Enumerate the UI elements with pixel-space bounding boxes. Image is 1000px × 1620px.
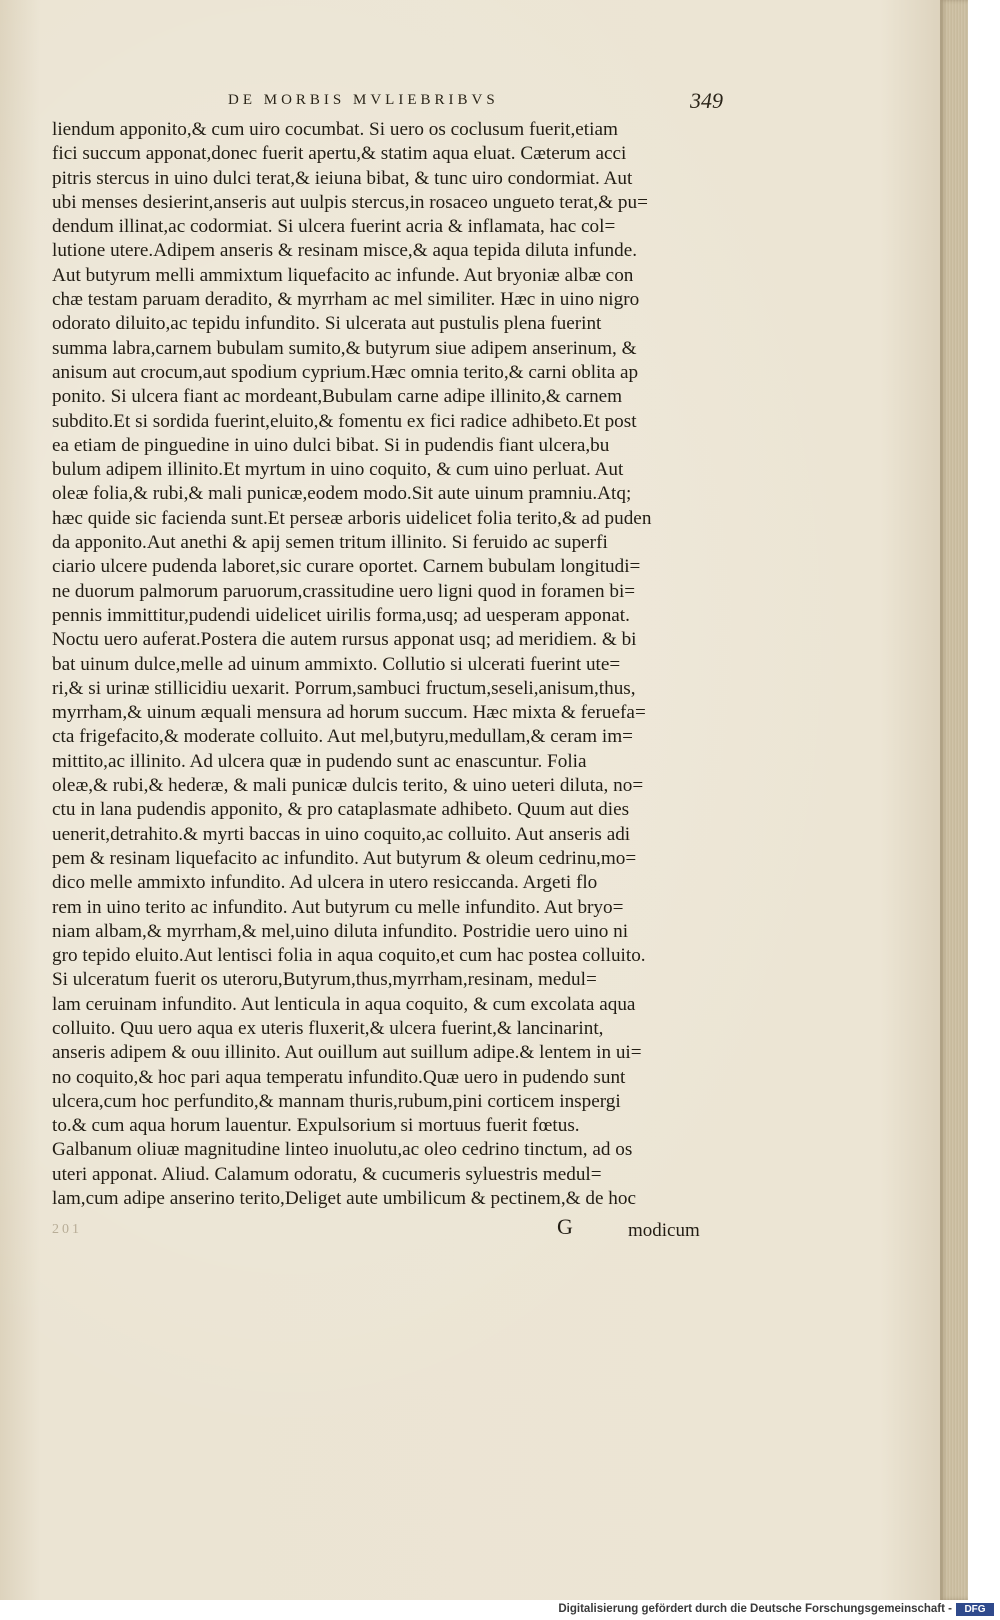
text-line: summa labra,carnem bubulam sumito,& butyrum siue adipem anserinum, & [52,337,637,359]
text-line: gro tepido eluito.Aut lentisci folia in aqua coquito,et cum hac postea colluito. [52,945,646,967]
text-line: ponito. Si ulcera fiant ac mordeant,Bubulam carne adipe illinito,& carnem [52,386,623,408]
text-line: anseris adipem & ouu illinito. Aut ouillum aut suillum adipe.& lentem in ui= [52,1042,642,1064]
text-line: hæc quide sic facienda sunt.Et perseæ arboris uidelicet folia terito,& ad puden [52,507,652,529]
text-line: rem in uino terito ac infundito. Aut butyrum cu melle infundito. Aut bryo= [52,896,624,918]
footer-bar [0,1600,1000,1620]
text-line: pem & resinam liquefacito ac infundito. Aut butyrum & oleum cedrinu,mo= [52,847,637,869]
text-line: uenerit,detrahito.& myrti baccas in uino coquito,ac colluito. Aut anseris adi [52,823,631,845]
text-line: bat uinum dulce,melle ad uinum ammixto. Collutio si ulcerati fuerint ute= [52,653,621,675]
signature-mark: G [557,1214,573,1239]
footer-credit: Digitalisierung gefördert durch die Deutsche Forschungsgemeinschaft - [558,1603,952,1615]
text-line: mittito,ac illinito. Ad ulcera quæ in pudendo sunt ac enascuntur. Folia [52,750,587,772]
text-line: ubi menses desierint,anseris aut uulpis stercus,in rosaceo ungueto terat,& pu= [52,191,648,213]
text-line: lam ceruinam infundito. Aut lenticula in aqua coquito, & cum excolata aqua [52,993,636,1015]
text-line: uteri apponat. Aliud. Calamum odoratu, & cucumeris syluestris medul= [52,1163,602,1185]
text-line: ciario ulcere pudenda laboret,sic curare oportet. Carnem bubulam longitudi= [52,556,641,578]
text-line: ri,& si urinæ stillicidiu uexarit. Porrum,sambuci fructum,seseli,anisum,thus, [52,677,636,699]
text-line: odorato diluito,ac tepidu infundito. Si ulcerata aut pustulis plena fuerint [52,313,602,335]
page-fore-edge [940,0,968,1600]
text-line: lam,cum adipe anserino terito,Deliget aute umbilicum & pectinem,& de hoc [52,1188,636,1210]
running-head: DE MORBIS MVLIEBRIBVS [228,92,499,108]
text-line: dendum illinat,ac codormiat. Si ulcera fuerint acria & inflamata, hac col= [52,216,616,238]
text-line: ne duorum palmorum paruorum,crassitudine uero ligni quod in foramen bi= [52,580,636,602]
text-line: bulum adipem illinito.Et myrtum in uino coquito, & cum uino perluat. Aut [52,459,624,481]
text-line: lutione utere.Adipem anseris & resinam misce,& aqua tepida diluta infunde. [52,240,638,262]
text-line: anisum aut crocum,aut spodium cyprium.Hæc omnia terito,& carni oblita ap [52,361,639,383]
text-line: pennis immittitur,pudendi uidelicet uirilis forma,usq; ad uesperam apponat. [52,604,630,626]
text-line: ulcera,cum hoc perfundito,& mannam thuris,rubum,pini corticem inspergi [52,1090,621,1112]
text-line: no coquito,& hoc pari aqua temperatu infundito.Quæ uero in pudendo sunt [52,1066,626,1088]
text-line: myrrham,& uinum æquali mensura ad horum succum. Hæc mixta & feruefa= [52,702,646,724]
text-line: liendum apponito,& cum uiro cocumbat. Si uero os coclusum fuerit,etiam [52,119,618,140]
text-line: Aut butyrum melli ammixtum liquefacito ac infunde. Aut bryoniæ albæ con [52,264,634,286]
faint-mark: 201 [52,1222,82,1237]
text-line: chæ testam paruam deradito, & myrrham ac mel similiter. Hæc in uino nigro [52,289,640,311]
text-line: subdito.Et si sordida fuerint,eluito,& fomentu ex fici radice adhibeto.Et post [52,410,637,432]
text-line: ctu in lana pudendis apponito, & pro cataplasmate adhibeto. Quum aut dies [52,799,630,821]
text-line: da apponito.Aut anethi & apij semen tritum illinito. Si feruido ac superfi [52,532,608,554]
text-line: pitris stercus in uino dulci terat,& ieiuna bibat, & tunc uiro condormiat. Aut [52,167,633,189]
text-line: niam albam,& myrrham,& mel,uino diluta infundito. Postridie uero uino ni [52,920,629,942]
text-line: colluito. Quu uero aqua ex uteris fluxerit,& ulcera fuerint,& lancinarint, [52,1017,604,1039]
text-line: dico melle ammixto infundito. Ad ulcera in utero resiccanda. Argeti flo [52,872,598,894]
text-line: to.& cum aqua horum lauentur. Expulsorium si mortuus fuerit fœtus. [52,1115,580,1137]
text-line: Noctu uero auferat.Postera die autem rursus apponat usq; ad meridiem. & bi [52,629,637,651]
text-line: oleæ folia,& rubi,& mali punicæ,eodem modo.Sit aute uinum pramniu.Atq; [52,483,632,505]
folio-number: 349 [690,88,723,113]
text-line: Galbanum oliuæ magnitudine linteo inuolutu,ac oleo cedrino tinctum, ad os [52,1139,633,1161]
dfg-logo: DFG [956,1603,994,1616]
text-line: ea etiam de pinguedine in uino dulci bibat. Si in pudendis fiant ulcera,bu [52,434,610,456]
catchword: modicum [628,1220,700,1241]
text-block [52,118,732,1211]
text-line: fici succum apponat,donec fuerit apertu,& statim aqua eluat. Cæterum acci [52,143,627,165]
text-line: oleæ,& rubi,& hederæ, & mali punicæ dulcis terito, & uino ueteri diluta, no= [52,775,644,797]
text-line: Si ulceratum fuerit os uteroru,Butyrum,thus,myrrham,resinam, medul= [52,969,597,991]
text-line: cta frigefacito,& moderate colluito. Aut mel,butyru,medullam,& ceram im= [52,726,633,748]
